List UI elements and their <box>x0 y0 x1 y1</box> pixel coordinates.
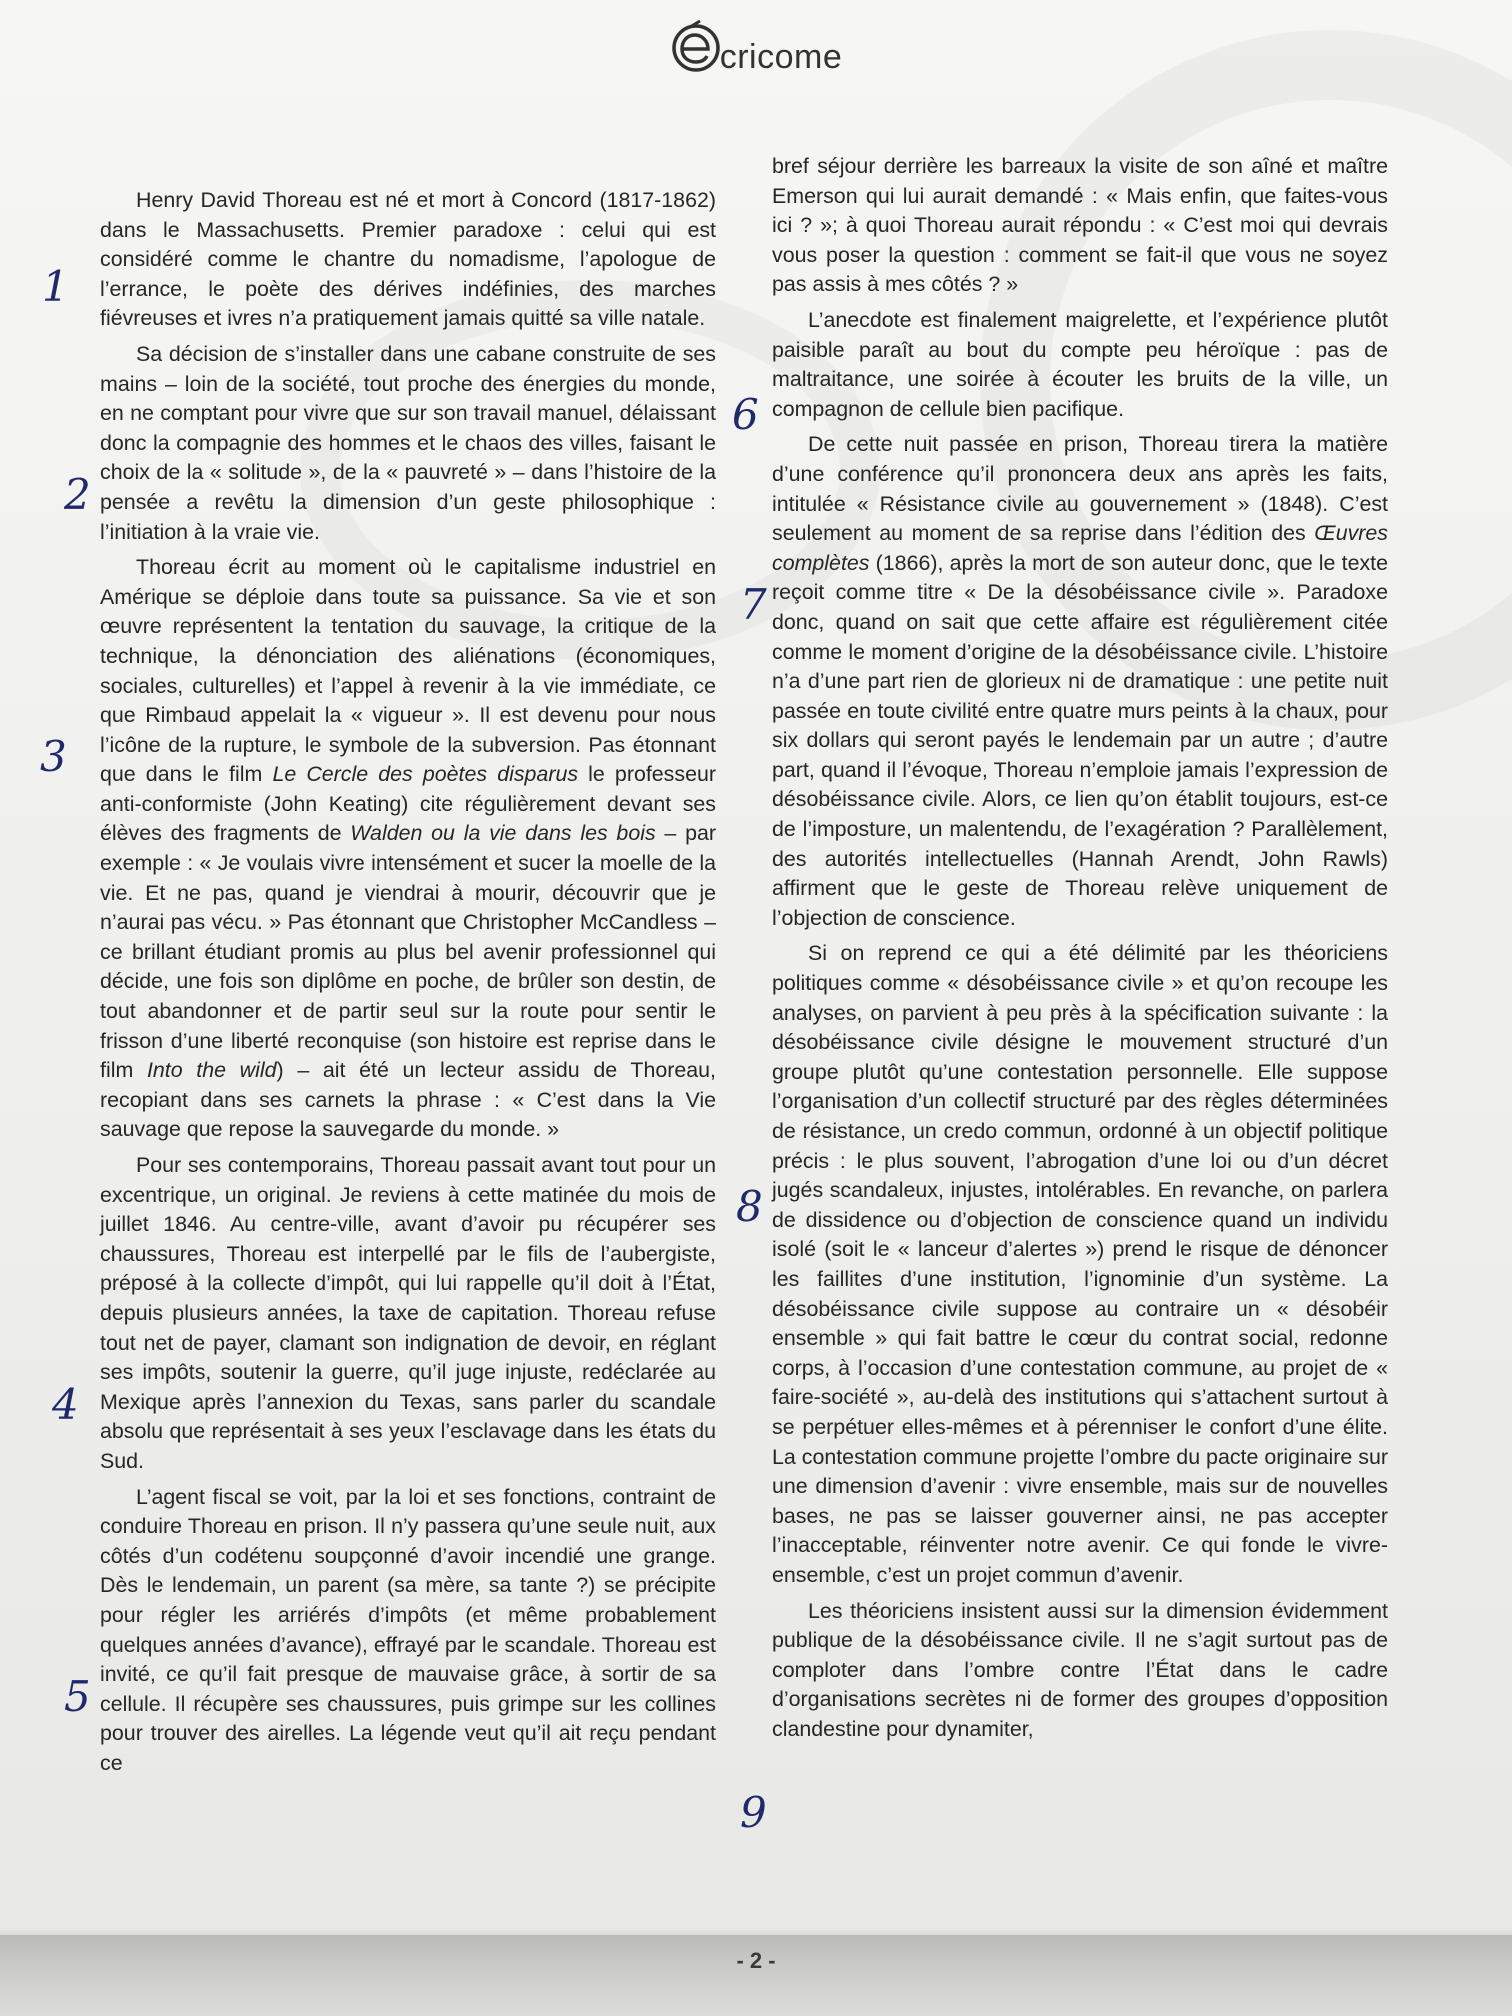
paragraph-7: L’anecdote est finalement maigrelette, et l’expérience plutôt paisible paraît au bout du compte peu héroïque : pas de maltraitance, une soirée à écouter les bruits de la ville, un compagnon de cellule bien pacifique. <box>772 307 1388 421</box>
page-number: - 2 - <box>736 1948 776 1973</box>
paragraph-4: Pour ses contemporains, Thoreau passait avant tout pour un excentrique, un original. Je reviens à cette matinée du mois de juillet 1846. Au centre-ville, avant d’avoir pu récupérer ses chaussures, Thoreau est interpellé par le fils de l’aubergiste, préposé à la collecte d’impôt, qui lui rappelle qu’il doit à l’État, depuis plusieurs années, la taxe de capitation. Thoreau refuse tout net de payer, clamant son indignation de devoir, en réglant ses impôts, soutenir la guerre, qu’il juge injuste, redéclarée au Mexique après l’annexion du Texas, sans parler du scandale absolu que représentait à ses yeux l’esclavage dans les états du Sud. <box>100 1153 716 1473</box>
logo-text: cricome <box>719 38 843 76</box>
right-column <box>772 152 1388 1750</box>
paragraph-10: Les théoriciens insistent aussi sur la dimension évidemment publique de la désobéissance civile. Il ne s’agit surtout pas de comploter dans l’ombre contre l’État dans le cadre d’organisations secrètes ni de former des groupes d’opposition clandestine pour dynamiter, <box>772 1598 1388 1741</box>
film-title: Le Cercle des poètes disparus <box>272 762 579 787</box>
book-title: Walden ou la vie dans les bois <box>350 821 656 846</box>
book-title: Œuvres complètes <box>772 521 1388 575</box>
ecricome-logo-icon <box>670 18 720 74</box>
paragraph-8 <box>772 430 1388 933</box>
paragraph-1: Henry David Thoreau est né et mort à Concord (1817-1862) dans le Massachusetts. Premier paradoxe : celui qui est considéré comme le chantre du nomadisme, l’apologue de l’errance, le poète des dérives indéfinies, des marches fiévreuses et ivres n’a pratiquement jamais quitté sa ville natale. <box>100 188 716 331</box>
paragraph-2: Sa décision de s’installer dans une cabane construite de ses mains – loin de la société, tout proche des énergies du monde, en ne comptant pour vivre que sur son travail manuel, délaissant donc la compagnie des hommes et le chaos des villes, faisant le choix de la « solitude », de la « pauvreté » – dans l’histoire de la pensée a revêtu la dimension d’un geste philosophique : l’initiation à la vraie vie. <box>100 341 716 544</box>
paragraph-6: bref séjour derrière les barreaux la visite de son aîné et maître Emerson qui lui aurait demandé : « Mais enfin, que faites-vous ici ? »; à quoi Thoreau aurait répondu : « C’est moi qui devrais vous poser la question : comment se fait-il que vous ne soyez pas assis à mes côtés ? » <box>772 154 1388 297</box>
film-title: Into the wild <box>146 1058 277 1083</box>
text-run: (1866), après la mort de son auteur donc, que le texte reçoit comme titre « De la désobéissance civile ». Paradoxe donc, quand on sait que cette affaire est régulièrement citée comme le moment d’origine de la désobéissance civile. L’histoire n’a d’une part rien de glorieux ni de dramatique : une petite nuit passée en toute civilité entre quatre murs peints à la chaux, pour six dollars qui seront payés le lendemain par un autre ; d’autre part, quand il l’évoque, Thoreau n’emploie jamais l’expression de désobéissance civile. Alors, ce lien qu’on établit toujours, est-ce de l’imposture, un malentendu, de l’exagération ? Parallèlement, des autorités intellectuelles (Hannah Arendt, John Rawls) affirment que le geste de Thoreau relève uniquement de l’objection de conscience. <box>772 550 1388 930</box>
handwritten-number-8: 8 <box>736 1182 763 1231</box>
text-run: ) – ait été un lecteur assidu de Thoreau, recopiant dans ses carnets la phrase : « C’est dans la Vie sauvage que repose la sauvegarde du monde. » <box>100 1058 716 1142</box>
paragraph-3 <box>100 553 716 1145</box>
ecricome-logo <box>0 12 1512 77</box>
handwritten-number-7: 7 <box>740 580 767 629</box>
text-run: – par exemple : « Je voulais vivre intensément et sucer la moelle de la vie. Et ne pas, quand je viendrai à mourir, découvrir que je n’aurai pas vécu. » Pas étonnant que Christopher McCandless – ce brillant étudiant promis au plus bel avenir professionnel qui décide, une fois son diplôme en poche, de brûler son destin, de tout abandonner et de partir seul sur la route pour sentir le frisson d’une liberté reconquise (son histoire est reprise dans le film <box>100 821 716 1083</box>
text-run: De cette nuit passée en prison, Thoreau tirera la matière d’une conférence qu’il prononcera deux ans après les faits, intitulée « Résistance civile au gouvernement » (1848). C’est seulement au moment de sa reprise dans l’édition des <box>772 432 1388 546</box>
handwritten-number-3: 3 <box>40 732 67 781</box>
left-column <box>100 186 716 1784</box>
handwritten-number-1: 1 <box>42 262 69 311</box>
paragraph-9: Si on reprend ce qui a été délimité par les théoriciens politiques comme « désobéissance civile » et qu’on recoupe les analyses, on parvient à peu près à la spécification suivante : la désobéissance civile désigne le mouvement structuré d’un groupe plutôt qu’une contestation personnelle. Elle suppose l’organisation d’un collectif structuré par des règles déterminées de résistance, un credo commun, ordonné à un objectif politique précis : le plus souvent, l’abrogation d’une loi ou d’un décret jugés scandaleux, injustes, intolérables. En revanche, on parlera de dissidence ou d’objection de conscience quand un individu isolé (soit le « lanceur d’alertes ») prend le risque de dénoncer les faillites d’une institution, l’ignominie d’un système. La désobéissance civile suppose au contraire un « désobéir ensemble » qui fait battre le cœur du contrat social, redonne corps, à l’occasion d’une contestation commune, au projet de « faire-société », au-delà des institutions qui s’attachent surtout à se perpétuer elles-mêmes et à pérenniser le confort d’une élite. La contestation commune projette l’ombre du pacte originaire sur une dimension d’avenir : vivre ensemble, mais sur de nouvelles bases, ne pas se laisser gouverner ainsi, ne pas accepter l’inacceptable, réinventer notre avenir. Ce qui fonde le vivre-ensemble, c’est un projet commun d’avenir. <box>772 941 1388 1587</box>
handwritten-number-5: 5 <box>64 1672 91 1721</box>
paragraph-5: L’agent fiscal se voit, par la loi et ses fonctions, contraint de conduire Thoreau en prison. Il n’y passera qu’une seule nuit, aux côtés d’un codétenu soupçonné d’avoir incendié une grange. Dès le lendemain, un parent (sa mère, sa tante ?) se précipite pour régler les arriérés d’impôts (et même probablement quelques années d’avance), effrayé par le scandale. Thoreau est invité, ce qu’il fait presque de mauvaise grâce, à sortir de sa cellule. Il récupère ses chaussures, puis grimpe sur les collines pour trouver des airelles. La légende veut qu’il ait reçu pendant ce <box>100 1484 716 1775</box>
handwritten-number-9: 9 <box>740 1788 767 1837</box>
text-run: Thoreau écrit au moment où le capitalisme industriel en Amérique se déploie dans toute sa puissance. Sa vie et son œuvre représentent la tentation du sauvage, la critique de la technique, la dénonciation des aliénations (économiques, sociales, culturelles) et l’appel à revenir à la vie immédiate, ce que Rimbaud appelait la « vigueur ». Il est devenu pour nous l’icône de la rupture, le symbole de la subversion. Pas étonnant que dans le film <box>100 555 716 787</box>
text-run: le professeur anti-conformiste (John Keating) cite régulièrement devant ses élèves des fragments de <box>100 762 716 846</box>
handwritten-number-6: 6 <box>732 390 759 439</box>
handwritten-number-2: 2 <box>64 470 91 519</box>
handwritten-number-4: 4 <box>52 1380 79 1429</box>
